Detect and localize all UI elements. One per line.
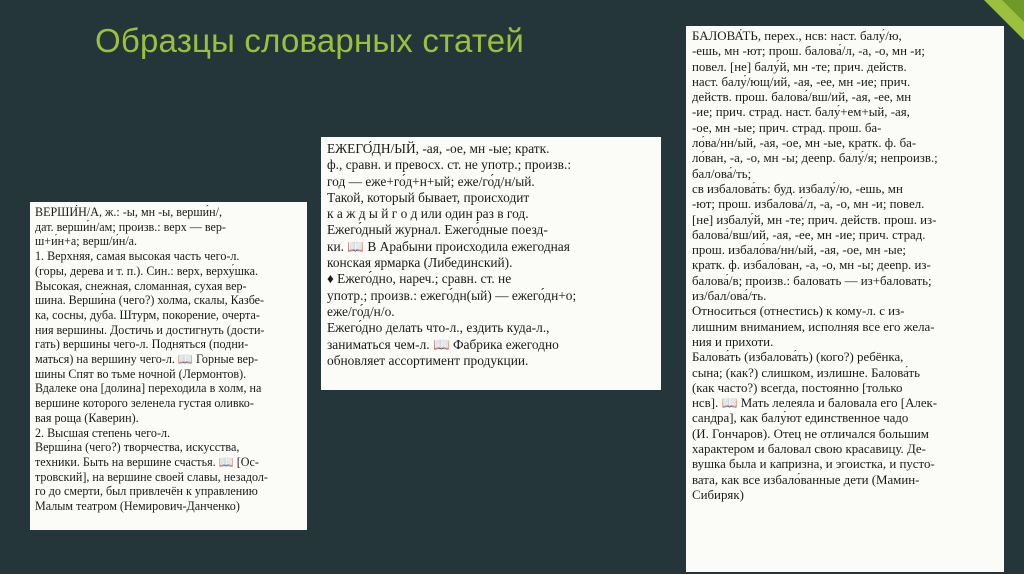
entry-line: сандра], как балу́ют единственное чадо: [692, 411, 909, 426]
entry-line: характером и баловал свою красавицу. Де-: [692, 442, 926, 457]
entry-line: шина. Верши́на (чего?) холма, скалы, Казбе-: [35, 293, 265, 308]
entry-line: ♦ Ежего́дно, нареч.; сравн. ст. не: [327, 271, 512, 287]
entry-line: сына; (как?) слишком, излишне. Балова́ть: [692, 365, 921, 380]
entry-line: Такой, который бывает, происходит: [327, 189, 530, 205]
entry-line: Вдалеке она [долина] переходила в холм, на: [35, 381, 262, 396]
entry-line: употр.; произв.: ежего́дн(ый) — ежего́дн+о;: [327, 287, 577, 303]
entry-line: нсв]. 📖 Мать лелеяла и баловала его [Алек-: [692, 396, 938, 411]
entry-line: Высокая, снежная, сломанная, сухая вер-: [35, 278, 247, 293]
entry-line: Ежего́дно делать что-л., ездить куда-л.,: [327, 320, 550, 336]
entry-line: ф., сравн. и превосх. ст. не употр.; произв.:: [327, 157, 572, 173]
entry-line: 1. Верхняя, самая высокая часть чего-л.: [35, 249, 240, 264]
entry-line: вершине которого зеленела густая оливко-: [35, 396, 254, 411]
entry-line: прош. избало́ва/нн/ый, -ая, -ое, мн -ые;: [692, 243, 907, 258]
dictionary-entry-ezhegodny: [321, 137, 661, 390]
entry-line: -ют; прош. избалова́/л, -а, -о, мн -и; повел.: [692, 197, 925, 212]
entry-line: конская ярмарка (Либединский).: [327, 255, 513, 271]
entry-line: (горы, дерева и т. п.). Син.: верх, верху́шка.: [35, 263, 258, 278]
entry-line: заниматься чем-л. 📖 Фабрика ежегодно: [327, 336, 559, 352]
entry-line: Верши́на (чего?) творчества, искусства,: [35, 440, 240, 455]
entry-line: дат. верши́н/ам; произв.: верх — вер-: [35, 219, 226, 234]
entry-line: -ое, мн -ые; прич. страд. прош. ба-: [692, 120, 882, 135]
entry-line: балова́/вш/ий, -ая, -ее, мн -ие; прич. страд.: [692, 227, 926, 242]
entry-line: ки. 📖 В Арабыни происходила ежегодная: [327, 238, 570, 254]
entry-line: -ешь, мн -ют; прош. балова́/л, -а, -о, мн -и;: [692, 44, 925, 59]
entry-line: Сибиряк): [692, 487, 744, 502]
entry-line: кратк. ф. избало́ван, -а, -о, мн -ы; дееnр. из-: [692, 258, 931, 273]
dictionary-entry-vershina: [30, 202, 307, 530]
slide-title: Образцы словарных статей: [95, 22, 524, 59]
entry-line: ЕЖЕГО́ДН/ЫЙ, -ая, -ое, мн -ые; кратк.: [327, 141, 550, 156]
entry-line: 2. Высшая степень чего-л.: [35, 425, 171, 440]
entry-line: Ежего́дный журнал. Ежего́дные поезд-: [327, 222, 548, 238]
entry-line: еже/го́д/н/о.: [327, 303, 395, 319]
entry-line: ш+и́н+а; верш/и́н/а.: [35, 234, 138, 249]
entry-line: тровский], на вершине своей славы, незадол-: [35, 469, 268, 484]
entry-line: из/бал/ова́/ть.: [692, 289, 767, 304]
entry-line: балова́/в; произв.: баловать — из+баловать;: [692, 273, 932, 288]
entry-line: вушка была и капризна, и эгоистка, и пусто-: [692, 457, 935, 472]
entry-line: св избалова́ть: буд. избалу́/ю, -ешь, мн: [692, 181, 903, 196]
entry-line: год — еже+го́д+н+ый; еже/го́д/н/ый.: [327, 173, 535, 189]
entry-line: гать) вершины чего-л. Подняться (подни-: [35, 337, 249, 352]
entry-line: обновляет ассортимент продукции.: [327, 352, 529, 368]
entry-line: шины Спят во тьме ночной (Лермонтов).: [35, 366, 247, 381]
entry-line: ВЕРШИ́Н/А, ж.: -ы, мн -ы, верши́н/,: [35, 205, 222, 219]
entry-line: Малым театром (Немирович-Данченко): [35, 499, 240, 514]
entry-line: вая роща (Каверин).: [35, 410, 139, 425]
entry-line: ния вершины. Достичь и достигнуть (дости-: [35, 322, 265, 337]
entry-line: ло́ван, -а, -о, мн -ы; дееnр. балу́/я; непроизв.;: [692, 151, 938, 166]
entry-line: маться) на вершину чего-л. 📖 Горные вер-: [35, 352, 259, 367]
entry-line: (как часто?) всегда, постоянно [только: [692, 380, 903, 395]
entry-line: ния и прихоти.: [692, 334, 774, 349]
entry-line: го до смерти, был привлечён к управлению: [35, 484, 258, 499]
entry-line: Балова́ть (избалова́ть) (кого?) ребёнка,: [692, 350, 904, 365]
entry-line: ка, сосны, дуба. Штурм, покорение, очерта-: [35, 307, 260, 322]
entry-line: бал/ова́/ть;: [692, 166, 752, 181]
entry-line: наст. балу́/ющ/ий, -ая, -ее, мн -ие; прич.: [692, 74, 911, 89]
entry-line: действ. прош. балова́/вш/ий, -ая, -ее, мн: [692, 90, 912, 105]
entry-line: вата, как все избало́ванные дети (Мамин-: [692, 472, 920, 487]
entry-line: -ие; прич. страд. наст. балу́+ем+ый, -ая,: [692, 105, 910, 120]
entry-line: повел. [не] балу́й, мн -те; прич. действ.: [692, 59, 907, 74]
entry-line: БАЛОВА́ТЬ, перех., нсв: наст. балу́/ю,: [692, 29, 902, 43]
entry-line: к а ж д ы й г о д или один раз в год.: [327, 206, 529, 222]
entry-line: ло́ва/нн/ый, -ая, -ое, мн -ые, кратк. ф. ба-: [692, 136, 917, 151]
dictionary-entry-balovat: [686, 26, 1004, 572]
entry-line: [не] избалу́й, мн -те; прич. действ. прош. из-: [692, 212, 937, 227]
entry-line: Относиться (отнестись) к кому-л. с из-: [692, 304, 905, 319]
entry-line: техники. Быть на вершине счастья. 📖 [Ос-: [35, 454, 259, 469]
entry-line: лишним вниманием, исполняя все его желa-: [692, 319, 935, 334]
entry-line: (И. Гончаров). Отец не отличался большим: [692, 426, 929, 441]
